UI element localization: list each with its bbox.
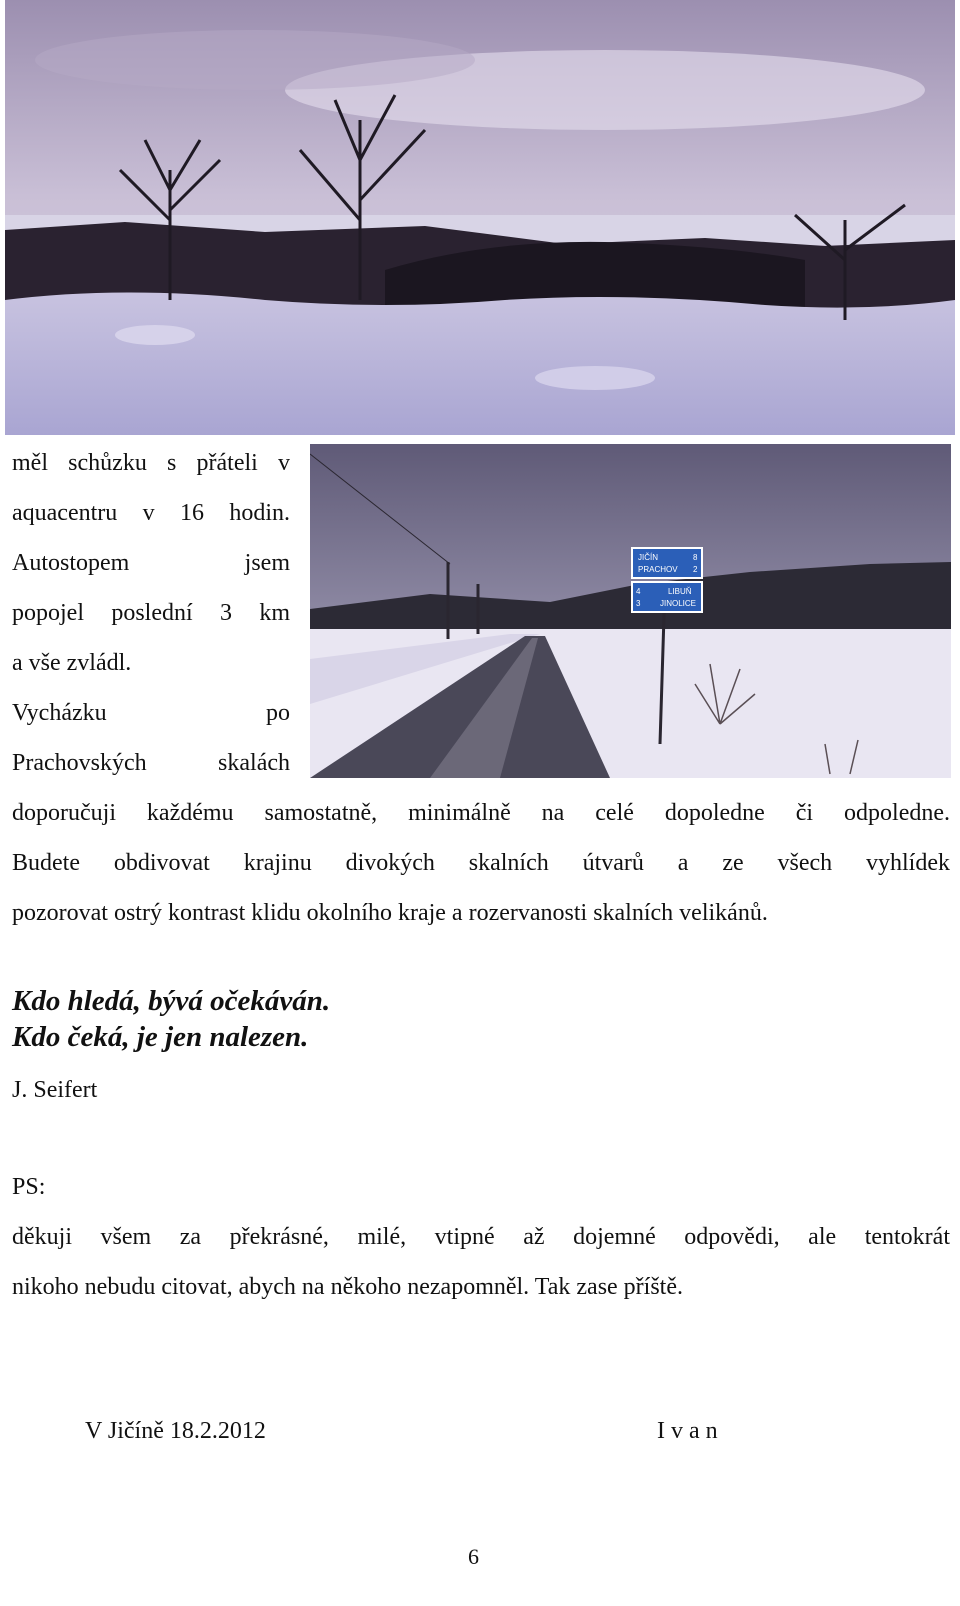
- text-line: aquacentru v 16 hodin.: [12, 500, 290, 526]
- road-sign-line: JIČÍN: [638, 553, 658, 562]
- text-line: Vycházku po: [12, 700, 290, 726]
- text-line: Autostopem jsem: [12, 550, 290, 576]
- text-line: doporučuji každému samostatně, minimálně na celé dopoledne či odpoledne.: [12, 800, 950, 826]
- text-line: děkuji všem za překrásné, milé, vtipné až dojemné odpovědi, ale tentokrát: [12, 1224, 950, 1250]
- quote-line: Kdo čeká, je jen nalezen.: [12, 1021, 309, 1053]
- ps-label: PS:: [12, 1174, 46, 1200]
- road-sign-line: 2: [693, 565, 698, 574]
- snowy-road-photo: [310, 444, 951, 778]
- road-sign-line: LIBUŇ: [668, 587, 692, 596]
- road-sign-line: 3: [636, 599, 641, 608]
- text-line: popojel poslední 3 km: [12, 600, 290, 626]
- text-line: pozorovat ostrý kontrast klidu okolního kraje a rozervanosti skalních velikánů.: [12, 900, 768, 926]
- text-line: Budete obdivovat krajinu divokých skalních útvarů a ze všech vyhlídek: [12, 850, 950, 876]
- page-number: 6: [468, 1544, 479, 1569]
- text-line: měl schůzku s přáteli v: [12, 450, 290, 476]
- road-sign-line: PRACHOV: [638, 565, 678, 574]
- author-signature: I v a n: [657, 1418, 718, 1444]
- quote-author: J. Seifert: [12, 1077, 98, 1103]
- text-line: Prachovských skalách: [12, 750, 290, 776]
- winter-landscape-photo: [5, 0, 955, 435]
- road-sign-line: JINOLICE: [660, 599, 697, 608]
- text-line: a vše zvládl.: [12, 650, 132, 676]
- quote-line: Kdo hledá, bývá očekáván.: [12, 985, 331, 1017]
- left-column-text: [12, 438, 290, 788]
- place-date: V Jičíně 18.2.2012: [85, 1418, 266, 1444]
- text-line: nikoho nebudu citovat, abych na někoho nezapomněl. Tak zase příště.: [12, 1274, 684, 1300]
- road-sign-line: 8: [693, 553, 698, 562]
- road-sign-line: 4: [636, 587, 641, 596]
